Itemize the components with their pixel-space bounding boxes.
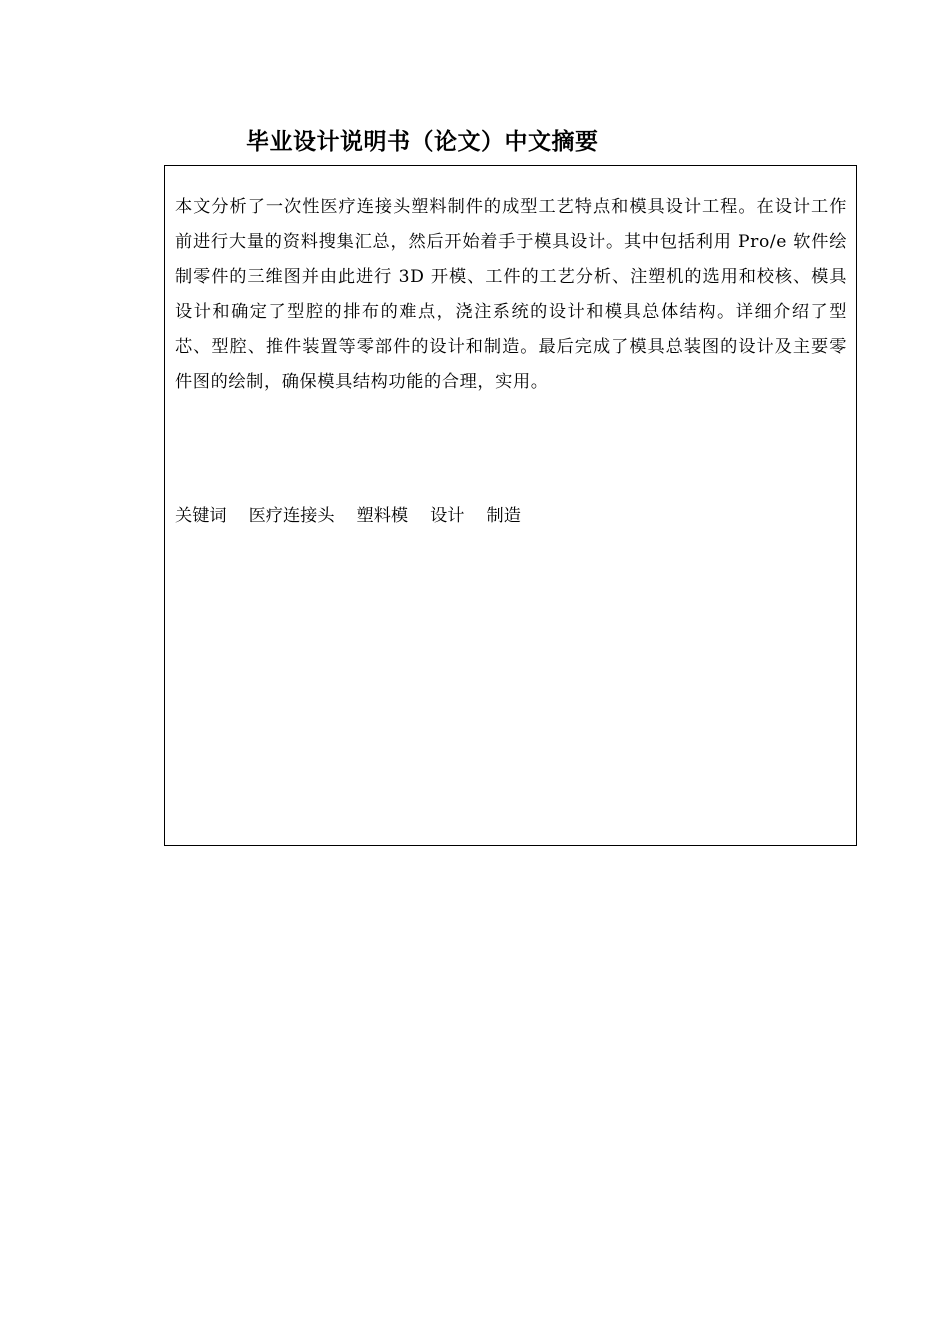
keywords-label: 关键词 <box>175 506 227 526</box>
keywords-line <box>175 500 543 532</box>
abstract-box <box>164 165 857 846</box>
keyword-item: 设计 <box>430 506 465 526</box>
keyword-item: 医疗连接头 <box>248 506 335 526</box>
abstract-body: 本文分析了一次性医疗连接头塑料制件的成型工艺特点和模具设计工程。在设计工作前进行大量的资料搜集汇总，然后开始着手于模具设计。其中包括利用 Pro/e 软件绘制零件的三维图并由此进行 3D 开模、工件的工艺分析、注塑机的选用和校核、模具设计和确定了型腔的排布的难点，浇注系统的设计和模具总体结构。详细介绍了型芯、型腔、推件装置等零部件的设计和制造。最后完成了模具总装图的设计及主要零件图的绘制，确保模具结构功能的合理，实用。 <box>175 197 847 392</box>
keyword-item: 制造 <box>486 506 521 526</box>
keyword-item: 塑料模 <box>356 506 409 526</box>
page-title: 毕业设计说明书（论文）中文摘要 <box>246 129 599 155</box>
